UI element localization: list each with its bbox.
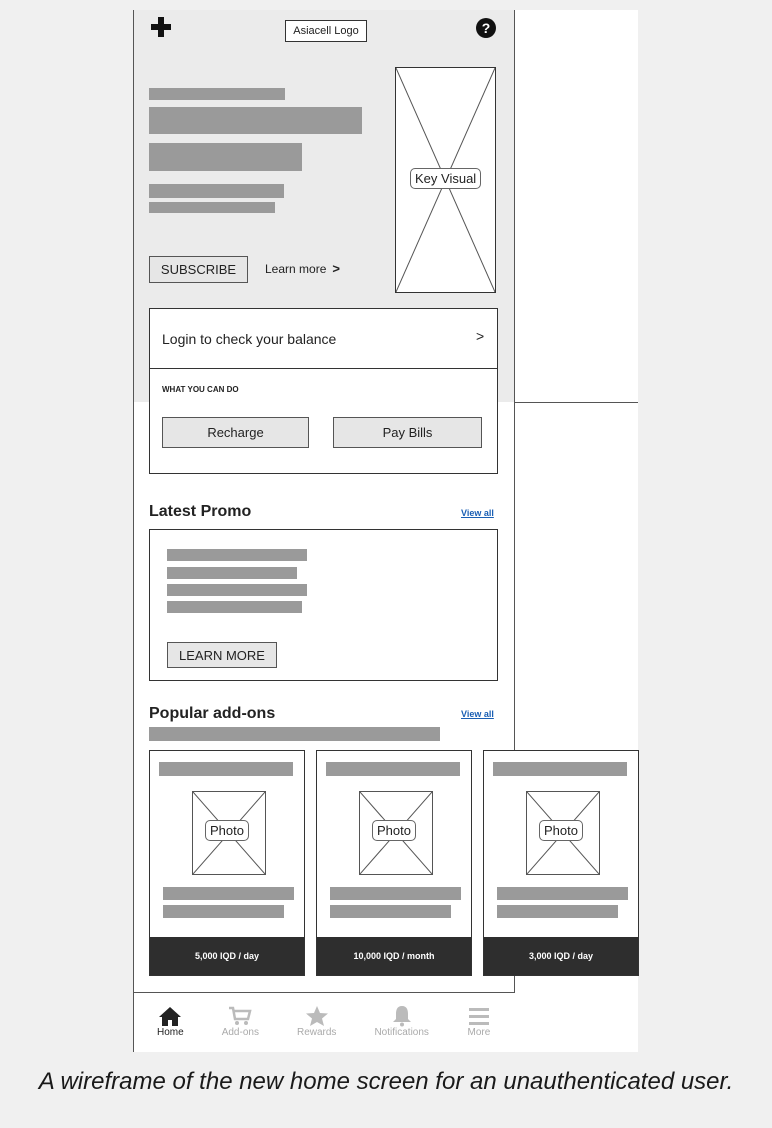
figure-caption: A wireframe of the new home screen for an unauthenticated user. — [38, 1068, 734, 1095]
addon-line — [163, 905, 284, 918]
addon-title-line — [493, 762, 627, 776]
svg-text:?: ? — [481, 20, 491, 36]
nav-label: Rewards — [296, 1027, 337, 1038]
key-visual-label: Key Visual — [410, 168, 481, 189]
addons-view-all-link[interactable]: View all — [461, 709, 494, 719]
bottom-nav-divider — [133, 992, 515, 993]
addon-line — [330, 905, 451, 918]
cart-icon — [228, 1005, 252, 1027]
addon-line — [330, 887, 461, 900]
addon-line — [497, 887, 628, 900]
pay-bills-button[interactable]: Pay Bills — [333, 417, 482, 448]
nav-label: Home — [157, 1027, 184, 1038]
popular-addons-title: Popular add-ons — [149, 705, 276, 722]
addon-photo — [526, 791, 600, 875]
addon-card[interactable] — [316, 750, 472, 976]
hero-line — [149, 202, 275, 213]
promo-line — [167, 567, 297, 579]
nav-notifications[interactable] — [374, 1005, 428, 1038]
promo-line — [167, 549, 307, 561]
addon-line — [497, 905, 618, 918]
nav-more[interactable] — [467, 1005, 491, 1038]
menu-icon — [467, 1005, 491, 1027]
hero-line — [149, 184, 284, 198]
star-icon — [305, 1005, 329, 1027]
chevron-right-icon: > — [476, 328, 485, 344]
addon-title-line — [326, 762, 460, 776]
addon-photo — [359, 791, 433, 875]
addon-photo — [192, 791, 266, 875]
phone-left-border — [133, 402, 134, 1052]
bottom-nav — [134, 995, 514, 1052]
photo-label: Photo — [372, 820, 416, 841]
recharge-button[interactable]: Recharge — [162, 417, 309, 448]
addon-line — [163, 887, 294, 900]
home-icon — [158, 1005, 182, 1027]
photo-label: Photo — [539, 820, 583, 841]
login-text: Login to check your balance — [162, 331, 337, 347]
add-icon[interactable] — [150, 16, 172, 43]
nav-addons[interactable] — [222, 1005, 259, 1038]
nav-rewards[interactable] — [297, 1005, 336, 1038]
learn-more-label: Learn more — [265, 261, 327, 276]
addon-card[interactable] — [149, 750, 305, 976]
chevron-right-icon: > — [332, 261, 340, 276]
logo: Asiacell Logo — [285, 20, 367, 42]
subscribe-button[interactable]: SUBSCRIBE — [149, 256, 248, 283]
hero-headline — [149, 107, 362, 134]
addon-price: 3,000 IQD / day — [484, 937, 638, 975]
addon-price: 5,000 IQD / day — [150, 937, 304, 975]
promo-line — [167, 601, 302, 613]
quick-actions-panel — [149, 368, 498, 474]
help-icon[interactable] — [475, 17, 497, 44]
photo-label: Photo — [205, 820, 249, 841]
promo-view-all-link[interactable]: View all — [461, 508, 494, 518]
login-balance-row[interactable] — [149, 308, 498, 369]
addon-card[interactable] — [483, 750, 639, 976]
nav-label: More — [467, 1027, 491, 1038]
learn-more-link[interactable] — [265, 261, 340, 276]
quick-actions-heading: WHAT YOU CAN DO — [162, 385, 239, 394]
addon-price: 10,000 IQD / month — [317, 937, 471, 975]
nav-home[interactable] — [157, 1005, 184, 1038]
promo-learn-more-button[interactable]: LEARN MORE — [167, 642, 277, 668]
bell-icon — [390, 1005, 414, 1027]
addons-subtitle-line — [149, 727, 440, 741]
nav-label: Notifications — [374, 1027, 429, 1038]
hero-divider — [515, 402, 638, 403]
key-visual — [395, 67, 496, 293]
nav-label: Add-ons — [221, 1027, 259, 1038]
latest-promo-title: Latest Promo — [149, 503, 252, 520]
addon-title-line — [159, 762, 293, 776]
hero-line — [149, 88, 285, 100]
promo-line — [167, 584, 307, 596]
hero-headline — [149, 143, 302, 171]
promo-card — [149, 529, 498, 681]
